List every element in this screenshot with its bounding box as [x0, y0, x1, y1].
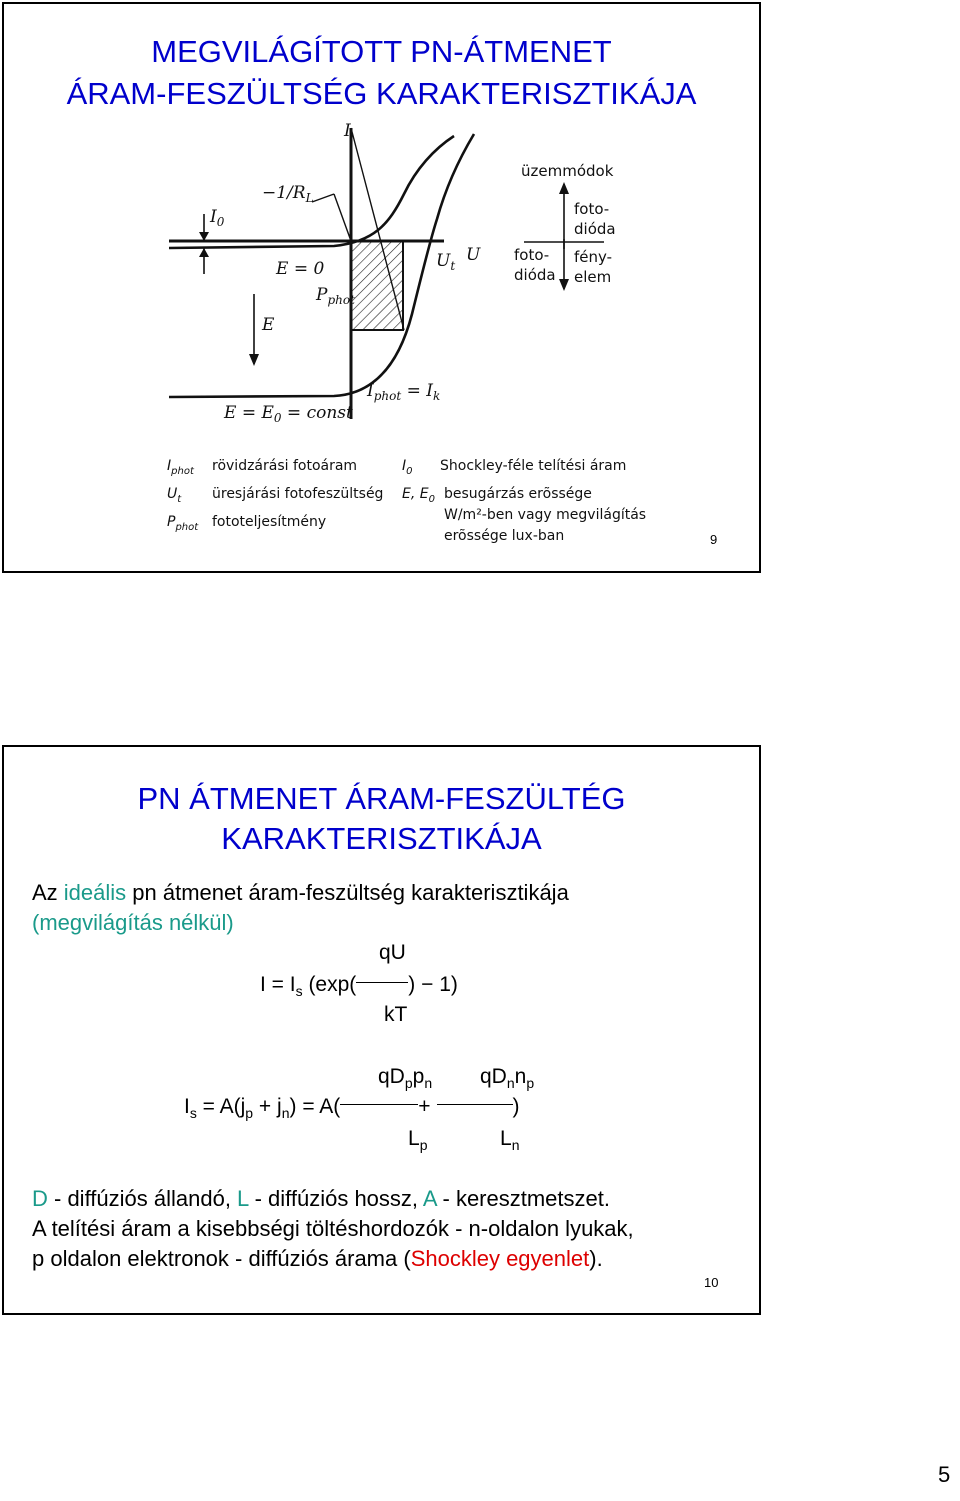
slide-10-title-line2: KARAKTERISZTIKÁJA: [221, 821, 542, 856]
legend-text-iphot: rövidzárási fotoáram: [212, 458, 358, 474]
mode-photocell-2: elem: [574, 268, 612, 286]
slide-9-number: 9: [710, 532, 718, 547]
axis-u-label: U: [466, 245, 481, 265]
legend-text-i0: Shockley-féle telítési áram: [440, 458, 627, 474]
saturation-line2: p oldalon elektronok - diffúziós árama (Shockley egyenlet).: [32, 1246, 603, 1271]
eq2-main: $I_s = A(j_p + j_n) = A$( + ): [184, 1095, 520, 1122]
slide-10-title-line1: PN ÁTMENET ÁRAM-FESZÜLTÉG: [137, 781, 626, 816]
mode-photodiode-bottom-2: dióda: [514, 266, 556, 284]
legend-text-e-3: erõssége lux-ban: [444, 528, 565, 544]
iphot-eq-label: $I_{phot} = I_k$: [367, 381, 441, 403]
mode-photodiode-top-2: dióda: [574, 220, 616, 238]
intro-line2: (megvilágítás nélkül): [32, 910, 234, 935]
legend: [167, 458, 646, 544]
legend-text-ut: üresjárási fotofeszültség: [212, 486, 384, 502]
legend-sym-pphot: $P_{phot}$: [167, 514, 199, 533]
i0-label: $I_0$: [210, 207, 225, 229]
eq2-numerator-2: $qD_nn_p$: [480, 1065, 535, 1092]
load-line: [334, 194, 351, 241]
page-number: 5: [938, 1462, 951, 1487]
pphot-label: $P_{phot}$: [316, 285, 355, 307]
pphot-rectangle: [351, 241, 403, 330]
legend-text-e-2: W/m²-ben vagy megvilágítás: [444, 507, 647, 523]
legend-sym-i0: $I_0$: [402, 458, 413, 477]
iv-characteristic-figure: [4, 114, 763, 554]
saturation-line1: A telítési áram a kisebbségi töltéshordozók - n-oldalon lyukak,: [32, 1216, 634, 1241]
e-const-label: $E = E_0$ = const: [224, 403, 353, 425]
legend-text-pphot: fototeljesítmény: [212, 514, 327, 530]
slide-9-title-line2: ÁRAM-FESZÜLTSÉG KARAKTERISZTIKÁJA: [66, 76, 697, 111]
ut-label: $U_t$: [436, 251, 456, 273]
legend-sym-ut: $U_t$: [167, 486, 182, 505]
axis-i-label: I: [344, 121, 351, 141]
mode-photodiode-top-1: foto-: [574, 200, 610, 218]
slide-10-number: 10: [704, 1275, 719, 1290]
eq2-denominator-2: $L_n$: [500, 1127, 520, 1154]
definitions-line: D - diffúziós állandó, L - diffúziós hossz, A - keresztmetszet.: [32, 1186, 610, 1211]
modes-title: üzemmódok: [521, 162, 614, 180]
legend-sym-iphot: $I_{phot}$: [167, 458, 194, 477]
e-label: E: [262, 315, 275, 335]
mode-photodiode-bottom-1: foto-: [514, 246, 550, 264]
slide-10: [2, 745, 761, 1315]
e-zero-label: E = 0: [276, 259, 325, 279]
load-line-label: $-1/R_L$: [262, 183, 314, 205]
legend-sym-e: E, $E_0$: [402, 486, 435, 505]
legend-text-e: besugárzás erõssége: [444, 486, 592, 502]
slide-9-title-line1: MEGVILÁGÍTOTT PN-ÁTMENET: [151, 34, 612, 69]
eq2-numerator-1: $qD_pp_n$: [378, 1065, 433, 1092]
eq1-main: $I = I_s$ (exp( ) − 1): [260, 973, 458, 1000]
eq2-denominator-1: $L_p$: [408, 1127, 428, 1154]
eq1-denominator: kT: [384, 1003, 408, 1026]
slide-9: [2, 2, 761, 573]
intro-line1: Az ideális pn átmenet áram-feszültség karakterisztikája: [32, 880, 569, 905]
eq1-numerator: qU: [379, 941, 406, 964]
mode-photocell-1: fény-: [574, 248, 613, 266]
